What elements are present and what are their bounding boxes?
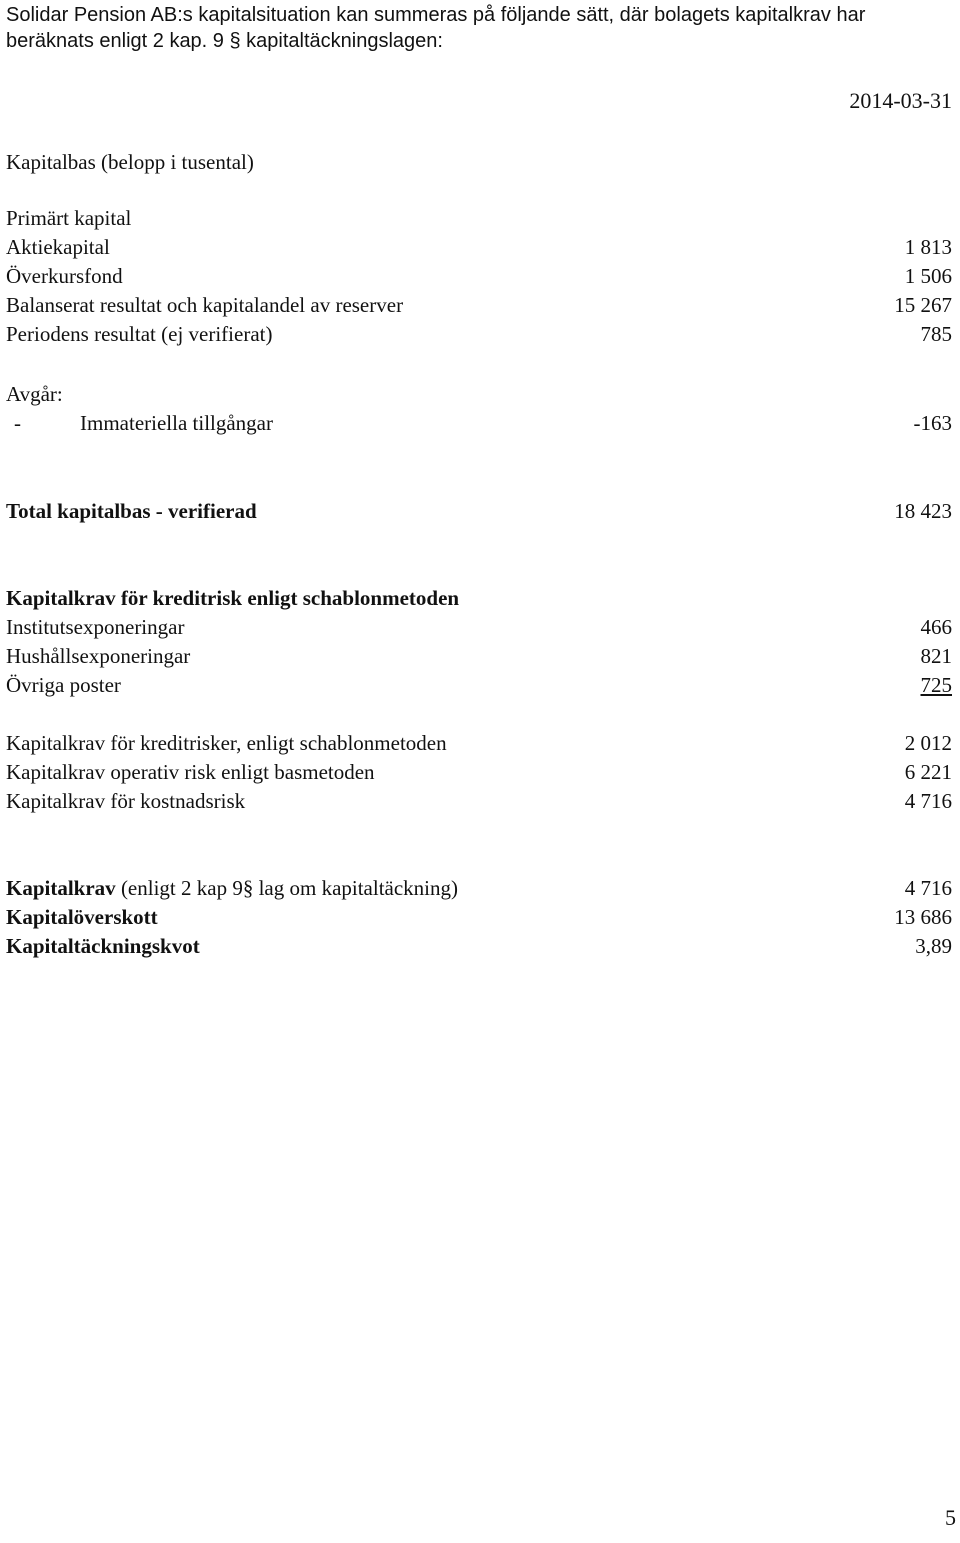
intro-paragraph: Solidar Pension AB:s kapitalsituation kan summeras på följande sätt, där bolagets kapitalkrav har beräknats enligt 2 kap. 9 § kapitaltäckningslagen: xyxy=(6,4,866,52)
row-value: 821 xyxy=(920,644,952,668)
total-label: Total kapitalbas - verifierad xyxy=(6,499,257,523)
summary-requirement-label-rest: (enligt 2 kap 9§ lag om kapitaltäckning) xyxy=(115,876,459,900)
deductions-heading-row xyxy=(6,380,952,408)
row-label: Kapitalkrav för kostnadsrisk xyxy=(6,789,246,813)
row-value: 725 xyxy=(920,673,952,697)
table-row xyxy=(6,409,952,437)
table-row xyxy=(6,671,952,699)
row-value: 6 221 xyxy=(904,760,952,784)
credit-risk-heading-row xyxy=(6,584,952,612)
primary-capital-heading-row xyxy=(6,204,952,232)
summary-surplus-value: 13 686 xyxy=(894,905,952,929)
table-row xyxy=(6,758,952,786)
row-value: 1 506 xyxy=(904,264,952,288)
table-row xyxy=(6,642,952,670)
table-row xyxy=(6,291,952,319)
credit-risk-heading: Kapitalkrav för kreditrisk enligt schablonmetoden xyxy=(6,586,460,610)
capital-base-heading: Kapitalbas (belopp i tusental) xyxy=(6,150,254,174)
row-label: Kapitalkrav operativ risk enligt basmetoden xyxy=(6,760,375,784)
row-value: 2 012 xyxy=(904,731,952,755)
summary-ratio-value: 3,89 xyxy=(915,934,952,958)
table-row xyxy=(6,262,952,290)
row-value: 785 xyxy=(920,322,952,346)
row-label: Institutsexponeringar xyxy=(6,615,185,639)
capital-base-heading-row xyxy=(6,148,952,176)
row-label: Periodens resultat (ej verifierat) xyxy=(6,322,273,346)
row-label: Kapitalkrav för kreditrisker, enligt schablonmetoden xyxy=(6,731,447,755)
row-value: 15 267 xyxy=(894,293,952,317)
primary-capital-heading: Primärt kapital xyxy=(6,206,132,230)
total-row xyxy=(6,497,952,525)
row-value: 466 xyxy=(920,615,952,639)
row-label: Balanserat resultat och kapitalandel av reserver xyxy=(6,293,404,317)
summary-surplus-row xyxy=(6,903,952,931)
table-row xyxy=(6,233,952,261)
row-value: -163 xyxy=(913,411,952,435)
table-row xyxy=(6,613,952,641)
summary-requirement-label-bold: Kapitalkrav xyxy=(6,876,116,900)
row-label: Övriga poster xyxy=(6,673,121,697)
summary-ratio-label: Kapitaltäckningskvot xyxy=(6,934,200,958)
row-value: 1 813 xyxy=(904,235,952,259)
row-label: Hushållsexponeringar xyxy=(6,644,191,668)
summary-requirement-label xyxy=(6,874,458,902)
deductions-heading: Avgår: xyxy=(6,382,63,406)
total-value: 18 423 xyxy=(894,499,952,523)
summary-ratio-row xyxy=(6,932,952,960)
report-date: 2014-03-31 xyxy=(849,88,952,113)
row-label: Immateriella tillgångar xyxy=(80,411,273,435)
table-row xyxy=(6,320,952,348)
row-value: 4 716 xyxy=(904,789,952,813)
page-number: 5 xyxy=(945,1505,956,1530)
summary-requirement-value: 4 716 xyxy=(904,876,952,900)
summary-requirement-row xyxy=(6,874,952,902)
table-row xyxy=(6,787,952,815)
dash-bullet: - xyxy=(14,411,21,435)
row-label: Aktiekapital xyxy=(6,235,110,259)
summary-surplus-label: Kapitalöverskott xyxy=(6,905,158,929)
table-row xyxy=(6,729,952,757)
row-label: Överkursfond xyxy=(6,264,123,288)
